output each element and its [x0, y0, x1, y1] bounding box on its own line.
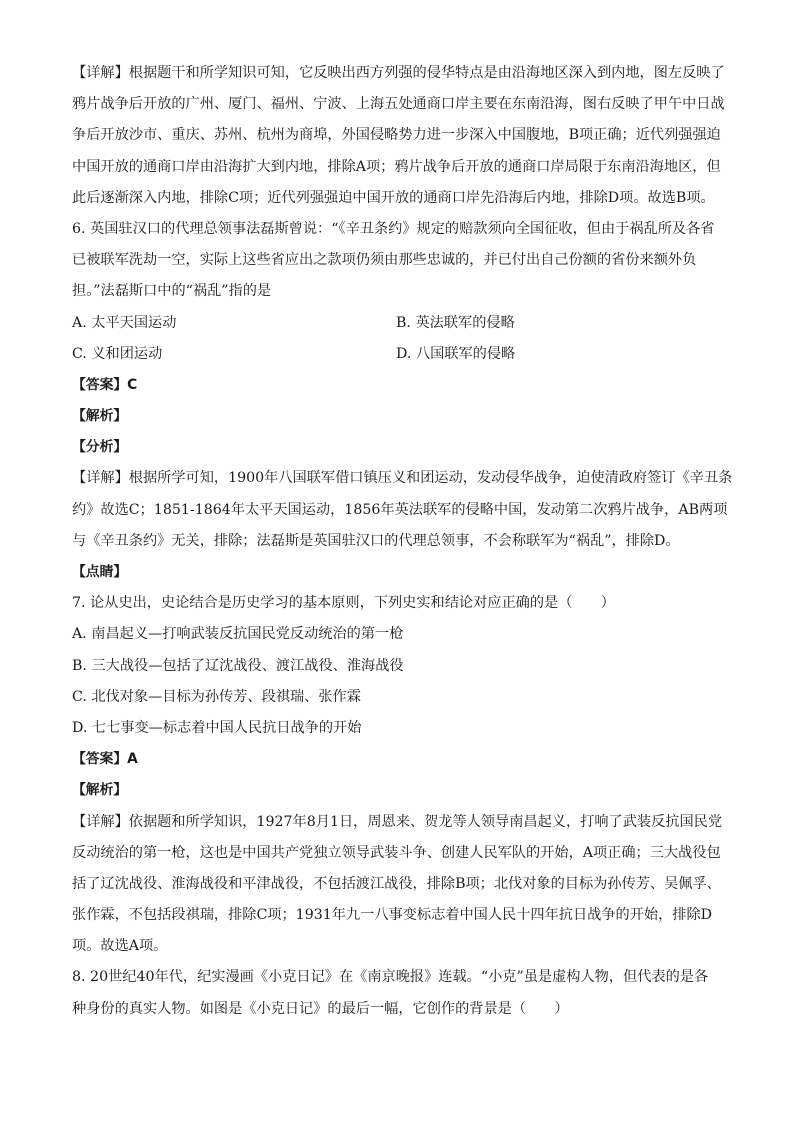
q5-detail-line: 争后开放沙市、重庆、苏州、杭州为商埠，外国侵略势力进一步深入中国腹地，B项正确；近代列强强迫: [72, 127, 721, 144]
q6-analysis-heading: 【解析】: [72, 408, 128, 425]
q6-options-row-1: [72, 308, 722, 339]
q6-answer: 【答案】C: [72, 376, 138, 393]
q8-stem-line: 8. 20世纪40年代，纪实漫画《小克日记》在《南京晚报》连载。“小克”虽是虚构人物，但代表的是各: [72, 969, 709, 986]
q7-detail-line: 【详解】依据题和所学知识，1927年8月1日，周恩来、贺龙等人领导南昌起义，打响了武装反抗国民党: [72, 813, 723, 830]
q7-option-c: C. 北伐对象—目标为孙传芳、段祺瑞、张作霖: [72, 688, 361, 705]
q7-option-d: D. 七七事变—标志着中国人民抗日战争的开始: [72, 719, 362, 736]
q6-option-a: A. 太平天国运动: [72, 314, 177, 331]
q6-dianjing-heading: 【点睛】: [72, 564, 128, 580]
q8-stem-line: 种身份的真实人物。如图是《小克日记》的最后一幅，它创作的背景是（ ）: [72, 1000, 569, 1017]
q5-detail-line: 【详解】根据题干和所学知识可知，它反映出西方列强的侵华特点是由沿海地区深入到内地，图左反映了: [72, 65, 725, 81]
q5-detail-line: 中国开放的通商口岸由沿海扩大到内地，排除A项；鸦片战争后开放的通商口岸局限于东南沿海地区，但: [72, 158, 721, 175]
q6-detail-line: 与《辛丑条约》无关，排除；法磊斯是英国驻汉口的代理总领事，不会称联军为“祸乱”，排除D。: [72, 532, 680, 549]
q7-analysis-heading: 【解析】: [72, 782, 128, 799]
q6-option-b: B. 英法联军的侵略: [396, 314, 515, 331]
q7-stem: 7. 论从史出，史论结合是历史学习的基本原则，下列史实和结论对应正确的是（ ）: [72, 595, 615, 612]
q7-detail-line: 项。故选A项。: [72, 938, 168, 955]
q7-detail-line: 括了辽沈战役、淮海战役和平津战役，不包括渡江战役，排除B项；北伐对象的目标为孙传芳、吴佩孚、: [72, 875, 721, 892]
q7-option-b: B. 三大战役—包括了辽沈战役、渡江战役、淮海战役: [72, 657, 404, 674]
question-8: [72, 962, 722, 1024]
question-6: [72, 214, 733, 588]
q6-options-row-2: [72, 339, 722, 370]
question-7: [72, 588, 722, 962]
q6-stem-line: 担。”法磊斯口中的“祸乱”指的是: [72, 283, 272, 300]
q7-detail-line: 反动统治的第一枪，这也是中国共产党独立领导武装斗争、创建人民军队的开始，A项正确；三大战役包: [72, 844, 721, 861]
q6-detail-line: 【详解】根据所学可知，1900年八国联军借口镇压义和团运动，发动侵华战争，迫使清政府签订《辛丑条: [72, 470, 733, 487]
q6-detail-line: 约》故选C；1851-1864年太平天国运动，1856年英法联军的侵略中国，发动第二次鸦片战争，AB两项: [72, 501, 728, 518]
q6-stem-line: 6. 英国驻汉口的代理总领事法磊斯曾说：“《辛丑条约》规定的赔款须向全国征收，但由于祸乱所及各省: [72, 220, 715, 237]
q7-answer: 【答案】A: [72, 751, 138, 768]
q6-option-d: D. 八国联军的侵略: [396, 345, 516, 362]
q7-option-a: A. 南昌起义—打响武装反抗国民党反动统治的第一枪: [72, 626, 404, 643]
q7-detail-line: 张作霖，不包括段祺瑞，排除C项；1931年九一八事变标志着中国人民十四年抗日战争的开始，排除D: [72, 907, 713, 924]
q6-stem-line: 已被联军洗劫一空，实际上这些省应出之款项仍须由那些忠诚的，并已付出自己份额的省份来额外负: [72, 252, 697, 269]
document-page: [72, 58, 733, 1025]
q6-fenxi-heading: 【分析】: [72, 439, 128, 456]
q5-detail-line: 此后逐渐深入内地，排除C项；近代列强强迫中国开放的通商口岸先沿海后内地，排除D项。故选B项。: [72, 189, 715, 206]
q5-detail: [72, 58, 725, 214]
q5-detail-line: 鸦片战争后开放的广州、厦门、福州、宁波、上海五处通商口岸主要在东南沿海，图右反映了甲午中日战: [72, 96, 725, 113]
q6-option-c: C. 义和团运动: [72, 345, 163, 362]
